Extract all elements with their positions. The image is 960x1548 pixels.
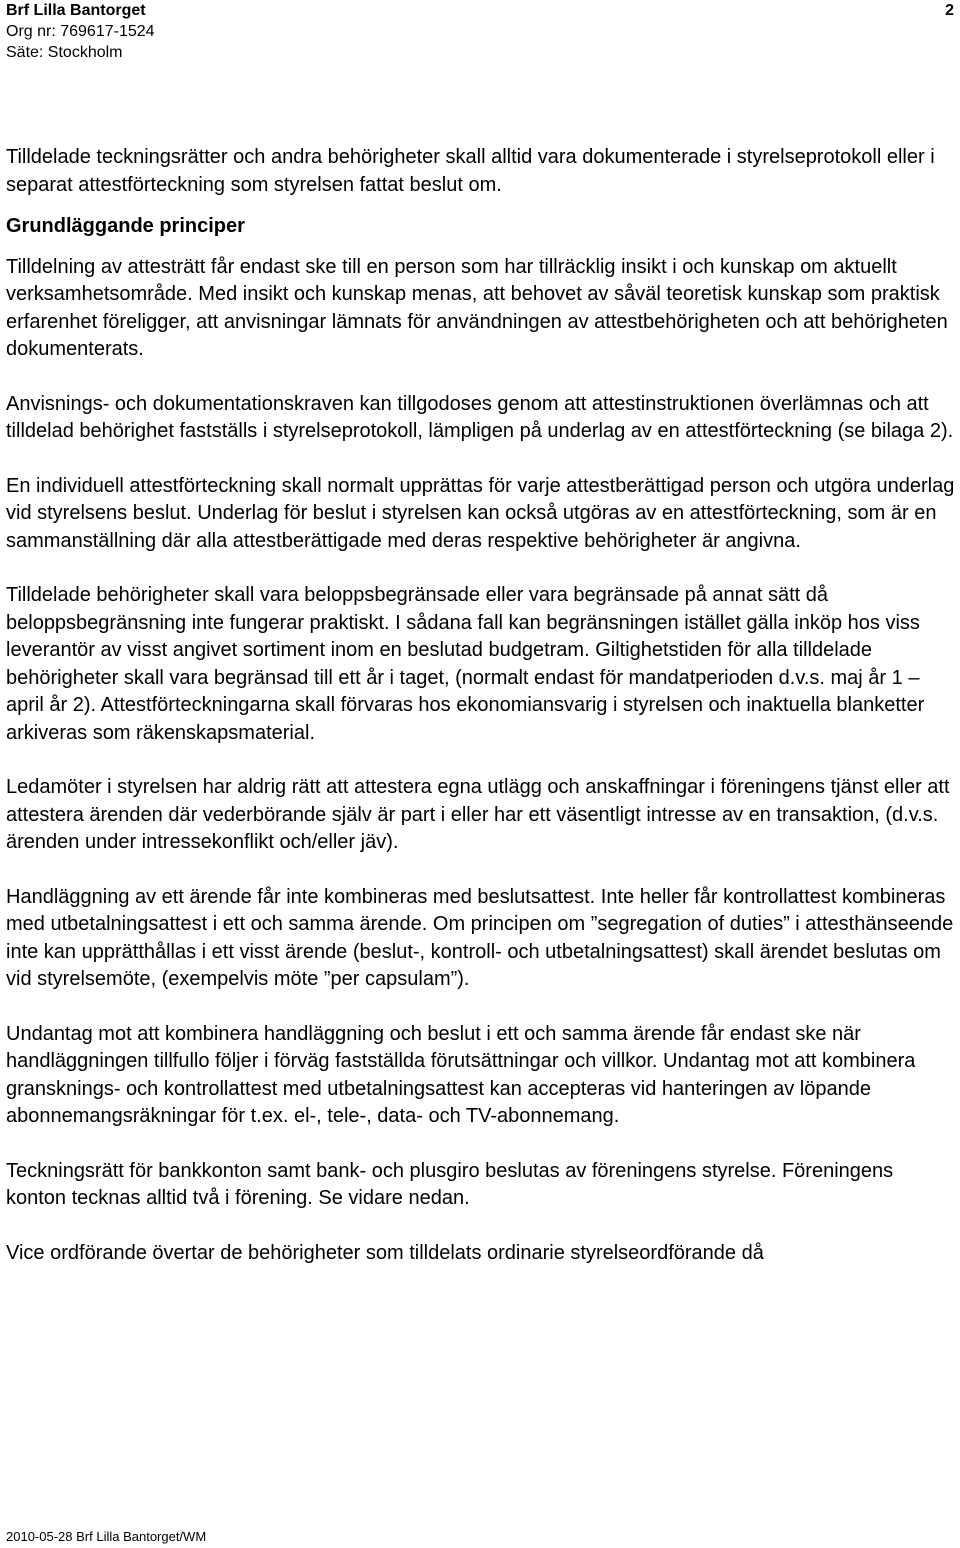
paragraph-attest-list: En individuell attestförteckning skall normalt upprättas för varje attestberättigad person och utgöra underlag vid styrelsens beslut. Underlag för beslut i styrelsen kan också utgöras av en attestförteckning, som är en sammanställning där alla attestberättigade med deras respektive behörigheter är angivna. (6, 474, 955, 552)
org-number: Org nr: 769617-1524 (6, 23, 155, 40)
paragraph-exceptions: Undantag mot att kombinera handläggning och beslut i ett och samma ärende får endast ske när handläggningen tillfullo följer i förväg fastställda förutsättningar och villkor. Undantag mot att kombinera gransknings- och kontrollattest med utbetalningsattest kan accepteras vid hanteringen av löpande abonnemangsräkningar för t.ex. el-, tele-, data- och TV-abonnemang. (6, 1022, 916, 1127)
document-body (6, 144, 956, 1267)
paragraph-limits: Tilldelade behörigheter skall vara beloppsbegränsade eller vara begränsade på annat sätt då beloppsbegränsning inte fungerar praktiskt. I sådana fall kan begränsningen istället gälla inköp hos viss leverantör av visst angivet sortiment inom en beslutad budgetram. Giltighetstiden för alla tilldelade behörigheter skall vara begränsad till ett år i taget, (normalt endast för mandatperioden d.v.s. maj år 1 – april år 2). Attestförteckningarna skall förvaras hos ekonomiansvarig i styrelsen och inaktuella blanketter arkiveras som räkenskapsmaterial. (6, 584, 925, 744)
paragraph-bank-signing: Teckningsrätt för bankkonton samt bank- och plusgiro beslutas av föreningens styrelse. Föreningens konton tecknas alltid två i förening. Se vidare nedan. (6, 1159, 894, 1209)
page-footer: 2010-05-28 Brf Lilla Bantorget/WM (6, 1529, 207, 1544)
paragraph-vice-chair: Vice ordförande övertar de behörigheter som tilldelats ordinarie styrelseordförande då (6, 1241, 764, 1264)
paragraph-segregation: Handläggning av ett ärende får inte kombineras med beslutsattest. Inte heller får kontrollattest kombineras med utbetalningsattest i ett och samma ärende. Om principen om ”segregation of duties” i attesthänseende inte kan upprätthållas i ett visst ärende (beslut-, kontroll- och utbetalningsattest) skall ärendet beslutas om vid styrelsemöte, (exempelvis möte ”per capsulam”). (6, 885, 954, 990)
page-number: 2 (945, 2, 954, 19)
section-heading: Grundläggande principer (6, 215, 245, 237)
paragraph-conflict-of-interest: Ledamöter i styrelsen har aldrig rätt att attestera egna utlägg och anskaffningar i föreningens tjänst eller att attestera ärenden där vederbörande själv är part i eller har ett väsentligt intresse av en transaktion, (d.v.s. ärenden under intressekonflikt och/eller jäv). (6, 776, 950, 853)
paragraph-attest-rights: Tilldelning av attesträtt får endast ske till en person som har tillräcklig insikt i och kunskap om aktuellt verksamhetsområde. Med insikt och kunskap menas, att behovet av såväl teoretisk kunskap som praktisk erfarenhet föreligger, att anvisningar lämnats för användningen av attestbehörigheten och att behörigheten dokumenterats. (6, 255, 948, 360)
association-name: Brf Lilla Bantorget (6, 2, 146, 19)
paragraph-documentation: Tilldelade teckningsrätter och andra behörigheter skall alltid vara dokumenterade i styrelseprotokoll eller i separat attestförteckning som styrelsen fattat beslut om. (6, 146, 935, 196)
page-header (6, 0, 954, 63)
paragraph-instructions: Anvisnings- och dokumentationskraven kan tillgodoses genom att attestinstruktionen överlämnas och att tilldelad behörighet fastställs i styrelseprotokoll, lämpligen på underlag av en attestförteckning (se bilaga 2). (6, 392, 954, 442)
registered-seat: Säte: Stockholm (6, 44, 123, 61)
